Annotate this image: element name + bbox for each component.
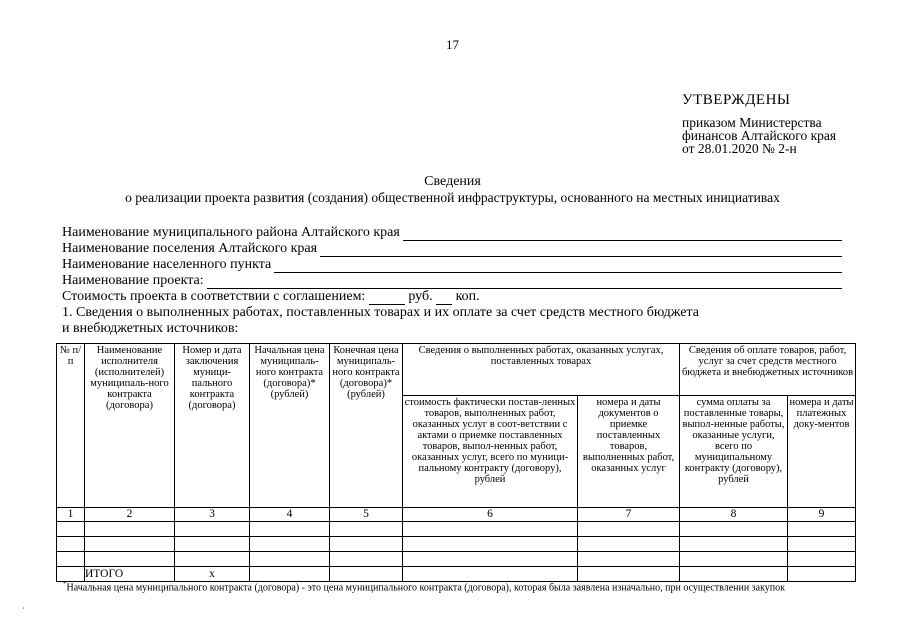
table-cell[interactable] [403, 537, 578, 552]
column-number: 7 [578, 508, 680, 522]
field-blank-line [320, 244, 842, 257]
column-number: 6 [403, 508, 578, 522]
table-cell[interactable] [680, 522, 788, 537]
table-cell[interactable] [250, 522, 330, 537]
kop-blank [436, 292, 452, 305]
table-cell[interactable] [403, 522, 578, 537]
total-contract-mark: х [175, 567, 250, 582]
field-locality [62, 257, 842, 273]
table-cell[interactable] [57, 537, 85, 552]
document-subtitle: о реализации проекта развития (создания) общественной инфраструктуры, основанного на местных инициативах [125, 190, 780, 205]
table-cell[interactable] [57, 552, 85, 567]
field-label: Наименование муниципального района Алтайского края [62, 225, 400, 240]
field-label: Наименование проекта: [62, 273, 204, 288]
total-label: ИТОГО [85, 567, 175, 582]
works-table [56, 343, 856, 582]
table-cell[interactable] [330, 552, 403, 567]
footnote-mark: * [63, 580, 67, 588]
table-cell[interactable] [578, 537, 680, 552]
footnote-text: Начальная цена муниципального контракта (договора) - это цена муниципального контракта (договора), которая была заявлена изначально, при осуществлении закупок [66, 582, 785, 594]
table-cell[interactable] [578, 552, 680, 567]
table-cell[interactable] [175, 537, 250, 552]
table-cell[interactable] [330, 537, 403, 552]
header-payment-sum: сумма оплаты за поставленные товары, выпол-ненные работы, оказанные услуги, всего по муниципальному контракту (договору), рублей [680, 396, 788, 508]
header-works-group: Сведения о выполненных работах, оказанных услугах, поставленных товарах [403, 344, 680, 396]
kop-label: коп. [455, 289, 480, 304]
field-district [62, 225, 842, 241]
table-cell[interactable] [175, 522, 250, 537]
table-row [57, 522, 856, 537]
table-cell[interactable] [57, 522, 85, 537]
footnote [63, 580, 785, 593]
column-number: 3 [175, 508, 250, 522]
header-payment-docs: номера и даты платежных доку-ментов [788, 396, 856, 508]
column-number: 5 [330, 508, 403, 522]
column-number: 2 [85, 508, 175, 522]
table-row [57, 537, 856, 552]
table-cell[interactable] [578, 522, 680, 537]
table-cell[interactable] [788, 567, 856, 582]
table-cell[interactable] [788, 522, 856, 537]
header-payment-group: Сведения об оплате товаров, работ, услуг за счет средств местного бюджета и внебюджетных источников [680, 344, 856, 396]
column-number: 4 [250, 508, 330, 522]
field-label: Наименование населенного пункта [62, 257, 272, 272]
approval-line: от 28.01.2020 № 2-н [682, 141, 797, 156]
column-number: 8 [680, 508, 788, 522]
section1-line2: и внебюджетных источников: [62, 321, 239, 336]
field-blank-line [274, 260, 842, 273]
table-cell[interactable] [175, 552, 250, 567]
field-blank-line [207, 276, 842, 289]
table-row [57, 552, 856, 567]
approval-heading: УТВЕРЖДЕНЫ [682, 92, 791, 108]
table-cell[interactable] [250, 537, 330, 552]
rub-blank [369, 292, 405, 305]
document-title: Сведения [424, 174, 481, 189]
table-cell[interactable] [85, 552, 175, 567]
header-acceptance-docs: номера и даты документов о приемке поставленных товаров, выполненных работ, оказанных услуг [578, 396, 680, 508]
table-cell[interactable] [680, 537, 788, 552]
header-initial-price: Начальная цена муниципаль-ного контракта (договора)* (рублей) [250, 344, 330, 508]
page-number: 17 [446, 37, 459, 52]
header-final-price: Конечная цена муниципаль-ного контракта (договора)* (рублей) [330, 344, 403, 508]
field-blank-line [403, 228, 842, 241]
table-cell[interactable] [788, 537, 856, 552]
form-fields [62, 225, 842, 337]
header-number: № п/п [57, 344, 85, 508]
cost-label: Стоимость проекта в соответствии с соглашением: [62, 289, 366, 304]
table-cell[interactable] [250, 552, 330, 567]
table-cell[interactable] [330, 522, 403, 537]
field-label: Наименование поселения Алтайского края [62, 241, 318, 256]
table-cell[interactable] [85, 522, 175, 537]
table-cell[interactable] [788, 552, 856, 567]
field-settlement [62, 241, 842, 257]
approval-order [682, 116, 836, 155]
column-number: 9 [788, 508, 856, 522]
scan-speck: · [22, 604, 25, 613]
section1-line1: 1. Сведения о выполненных работах, поставленных товарах и их оплате за счет средств местного бюджета [62, 305, 699, 320]
column-number: 1 [57, 508, 85, 522]
rub-label: руб. [408, 289, 433, 304]
header-executor: Наименование исполнителя (исполнителей) муниципаль-ного контракта (договора) [85, 344, 175, 508]
cost-line [62, 289, 842, 305]
approval-line: приказом Министерства [682, 115, 822, 130]
approval-line: финансов Алтайского края [682, 128, 837, 143]
field-project [62, 273, 842, 289]
header-contract-number: Номер и дата заключения муници-пального контракта (договора) [175, 344, 250, 508]
header-actual-cost: стоимость фактически постав-ленных товаров, выполненных работ, оказанных услуг в соот-ветствии с актами о приемке поставленных товаров, выпол-ненных работ, оказанных услуг, всего по муници-пальному контракту (договору), рублей [403, 396, 578, 508]
table-cell[interactable] [403, 552, 578, 567]
table-cell[interactable] [680, 552, 788, 567]
table-cell[interactable] [85, 537, 175, 552]
